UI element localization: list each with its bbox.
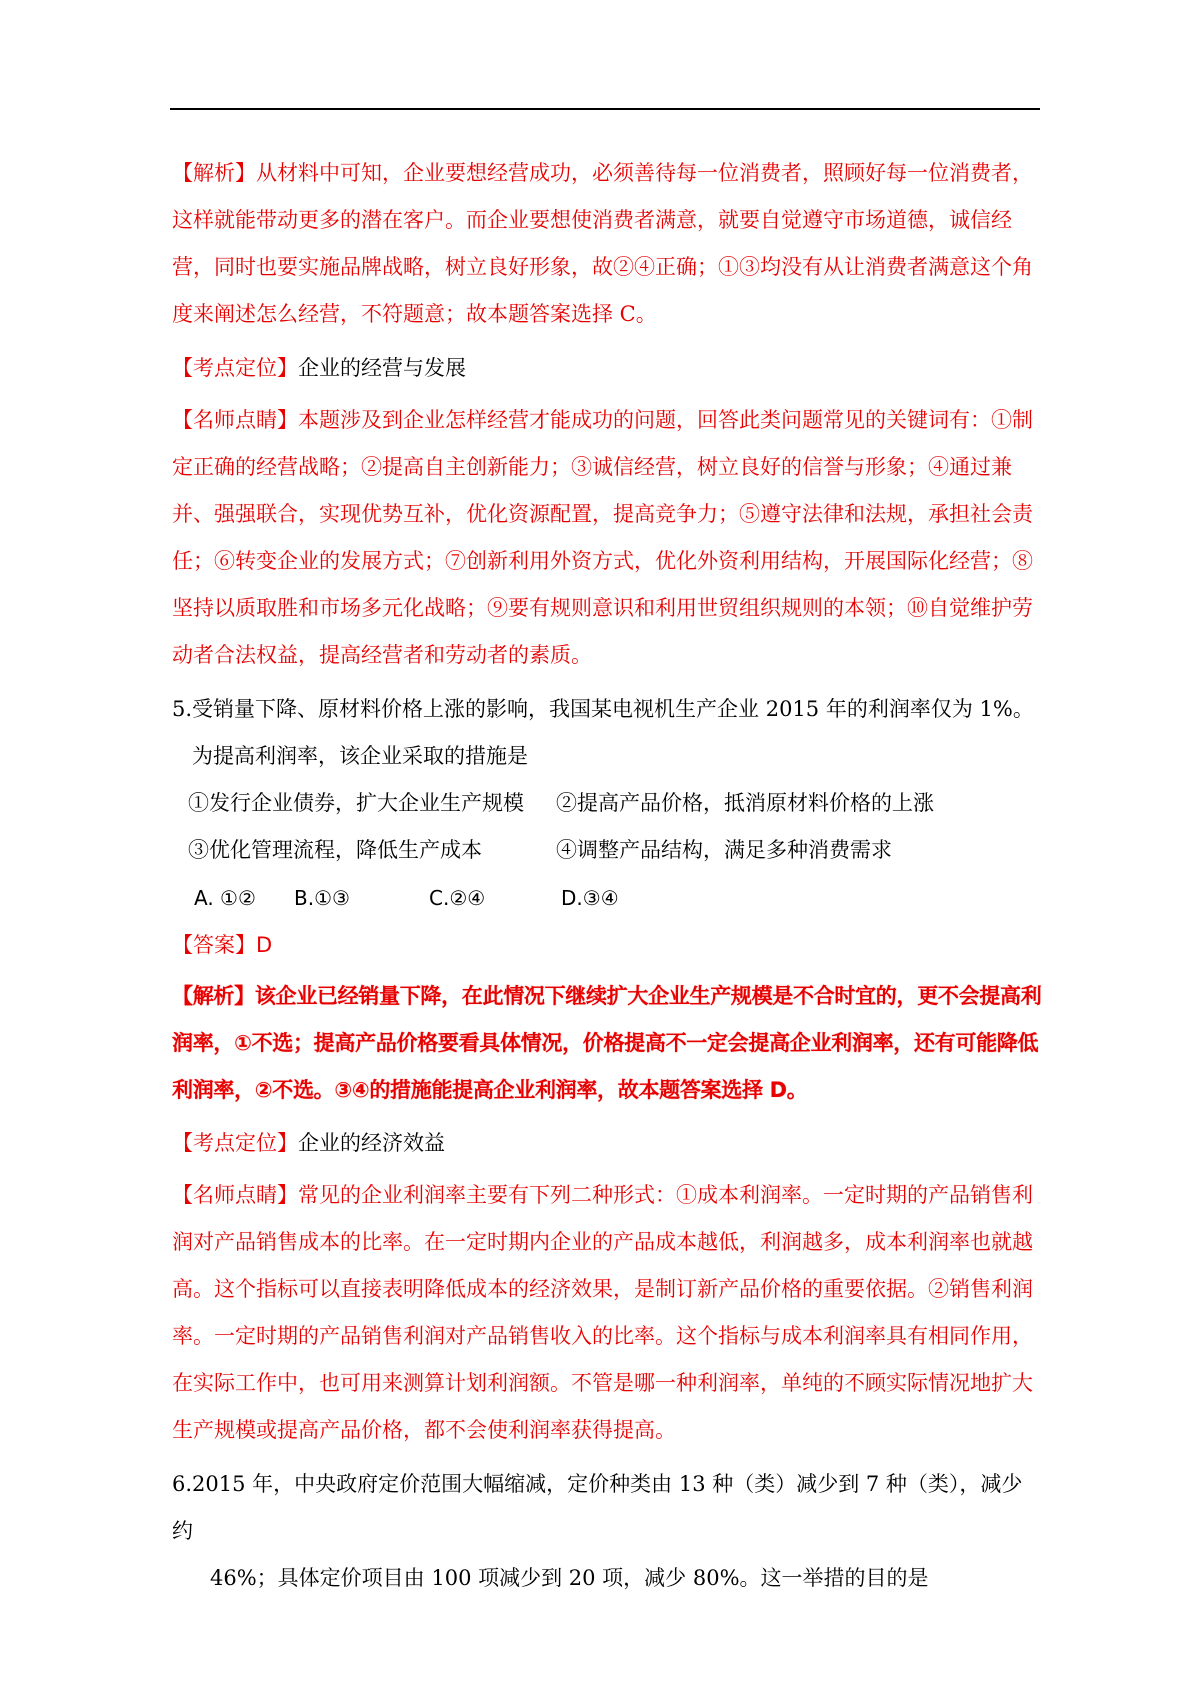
choice-d: D.③④ — [561, 886, 619, 910]
option-1: ①发行企业债券，扩大企业生产规模 — [188, 791, 524, 815]
answer-tag: 【答案】 — [172, 933, 256, 957]
question-6-stem-continued: 46%；具体定价项目由 100 项减少到 20 项，减少 80%。这一举措的目的是 — [210, 1566, 929, 1590]
question-5-options-row-1 — [172, 780, 1042, 827]
header-rule — [170, 108, 1040, 110]
exam-point-q4 — [172, 345, 1042, 392]
choice-b: B.①③ — [294, 886, 350, 910]
analysis-text: 从材料中可知，企业要想经营成功，必须善待每一位消费者，照顾好每一位消费者，这样就能带动更多的潜在客户。而企业要想使消费者满意，就要自觉遵守市场道德，诚信经营，同时也要实施品牌战略，树立良好形象，故②④正确；①③均没有从让消费者满意这个角度来阐述怎么经营，不符题意；故本题答案选择 C。 — [172, 161, 1033, 326]
option-2: ②提高产品价格，抵消原材料价格的上涨 — [556, 791, 934, 815]
analysis-tag: 【解析】 — [172, 984, 255, 1008]
exam-point-tag: 【考点定位】 — [172, 356, 298, 380]
question-5-choices — [172, 874, 1042, 922]
exam-point-text: 企业的经济效益 — [298, 1131, 445, 1155]
option-4: ④调整产品结构，满足多种消费需求 — [556, 838, 892, 862]
teacher-tip-q4 — [172, 397, 1042, 679]
exam-point-text: 企业的经营与发展 — [298, 356, 466, 380]
analysis-text: 该企业已经销量下降，在此情况下继续扩大企业生产规模是不合时宜的，更不会提高利润率，①不选；提高产品价格要看具体情况，价格提高不一定会提高企业利润率，还有可能降低利润率，②不选。③④的措施能提高企业利润率，故本题答案选择 D。 — [172, 984, 1042, 1102]
document-body — [172, 150, 1042, 1602]
question-6-stem: 6.2015 年，中央政府定价范围大幅缩减，定价种类由 13 种（类）减少到 7 种（类），减少约 — [172, 1472, 1023, 1543]
answer-q5 — [172, 922, 1042, 969]
teacher-tip-tag: 【名师点睛】 — [172, 408, 298, 432]
choice-c: C.②④ — [429, 886, 486, 910]
question-5-options-row-2 — [172, 827, 1042, 874]
option-3: ③优化管理流程，降低生产成本 — [188, 838, 482, 862]
teacher-tip-tag: 【名师点睛】 — [172, 1183, 298, 1207]
teacher-tip-q5 — [172, 1172, 1042, 1454]
teacher-tip-text: 本题涉及到企业怎样经营才能成功的问题，回答此类问题常见的关键词有：①制定正确的经营战略；②提高自主创新能力；③诚信经营，树立良好的信誉与形象；④通过兼并、强强联合，实现优势互补，优化资源配置，提高竞争力；⑤遵守法律和法规，承担社会责任；⑥转变企业的发展方式；⑦创新利用外资方式，优化外资利用结构，开展国际化经营；⑧坚持以质取胜和市场多元化战略；⑨要有规则意识和利用世贸组织规则的本领；⑩自觉维护劳动者合法权益，提高经营者和劳动者的素质。 — [172, 408, 1033, 667]
exam-point-tag: 【考点定位】 — [172, 1131, 298, 1155]
question-5-stem: 5.受销量下降、原材料价格上涨的影响，我国某电视机生产企业 2015 年的利润率仅为 1%。 — [172, 697, 1034, 721]
question-5-prompt: 为提高利润率，该企业采取的措施是 — [192, 744, 528, 768]
teacher-tip-text: 常见的企业利润率主要有下列二种形式：①成本利润率。一定时期的产品销售利润对产品销售成本的比率。在一定时期内企业的产品成本越低，利润越多，成本利润率也就越高。这个指标可以直接表明降低成本的经济效果，是制订新产品价格的重要依据。②销售利润率。一定时期的产品销售利润对产品销售收入的比率。这个指标与成本利润率具有相同作用，在实际工作中，也可用来测算计划利润额。不管是哪一种利润率，单纯的不顾实际情况地扩大生产规模或提高产品价格，都不会使利润率获得提高。 — [172, 1183, 1033, 1442]
exam-point-q5 — [172, 1120, 1042, 1167]
answer-text: D — [256, 933, 273, 957]
analysis-tag: 【解析】 — [172, 161, 256, 185]
analysis-paragraph-q4 — [172, 150, 1042, 338]
choice-a: A. ①② — [194, 886, 256, 910]
analysis-paragraph-q5 — [172, 973, 1042, 1114]
